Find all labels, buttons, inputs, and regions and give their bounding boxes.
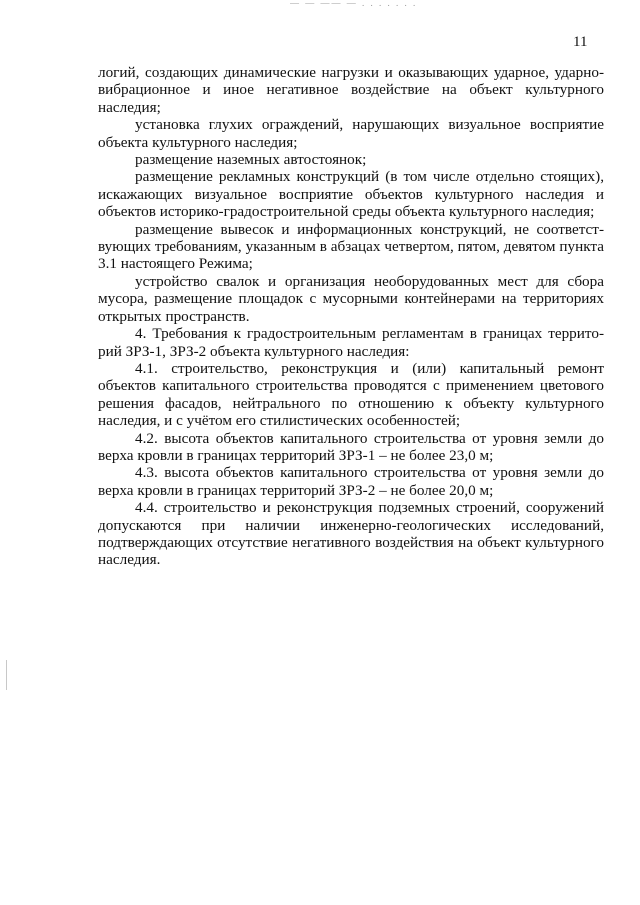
page-number: 11 xyxy=(573,34,588,50)
paragraph-item: размещение вывесок и информационных конструкций, не соответст-вующих требованиям, указанным в абзацах четвертом, пятом, девятом пункта 3.1 настоящего Режима; xyxy=(98,220,604,273)
paragraph-item: установка глухих ограждений, нарушающих визуальное восприятие объекта культурного наследия; xyxy=(98,116,604,151)
scan-margin-line xyxy=(6,660,7,690)
paragraph-item: размещение рекламных конструкций (в том числе отдельно стоящих), искажающих визуальное восприятие объектов культурного наследия и объектов историко-градостроительной среды объекта культурного наследия; xyxy=(98,168,604,221)
subsection-paragraph: 4.4. строительство и реконструкция подземных строений, сооружений допускаются при наличии инженерно-геологических исследований, подтверждающих отсутствие негативного воздействия на объект культурного наследия. xyxy=(98,499,604,569)
scan-edge-marks: — — —— — . . . . . . . xyxy=(290,0,418,6)
subsection-paragraph: 4.2. высота объектов капитального строительства от уровня земли до верха кровли в границах территорий ЗРЗ-1 – не более 23,0 м; xyxy=(98,429,604,464)
subsection-paragraph: 4.3. высота объектов капитального строительства от уровня земли до верха кровли в границах территорий ЗРЗ-2 – не более 20,0 м; xyxy=(98,464,604,499)
subsection-paragraph: 4.1. строительство, реконструкция и (или) капитальный ремонт объектов капитального строительства проводятся с применением цветового решения фасадов, нейтрального по отношению к объекту культурного наследия, и с учётом его стилистических особенностей; xyxy=(98,359,604,430)
paragraph-continuation: логий, создающих динамические нагрузки и оказывающих ударное, ударно-вибрационное и иное негативное воздействие на объект культурного наследия; xyxy=(98,64,604,116)
paragraph-item: размещение наземных автостоянок; xyxy=(135,151,367,169)
paragraph-item: устройство свалок и организация необорудованных мест для сбора мусора, размещение площадок с мусорными контейнерами на территориях открытых пространств. xyxy=(98,272,604,325)
section-heading-paragraph: 4. Требования к градостроительным регламентам в границах террито-рий ЗРЗ-1, ЗРЗ-2 объекта культурного наследия: xyxy=(98,325,604,360)
document-body xyxy=(98,64,604,569)
